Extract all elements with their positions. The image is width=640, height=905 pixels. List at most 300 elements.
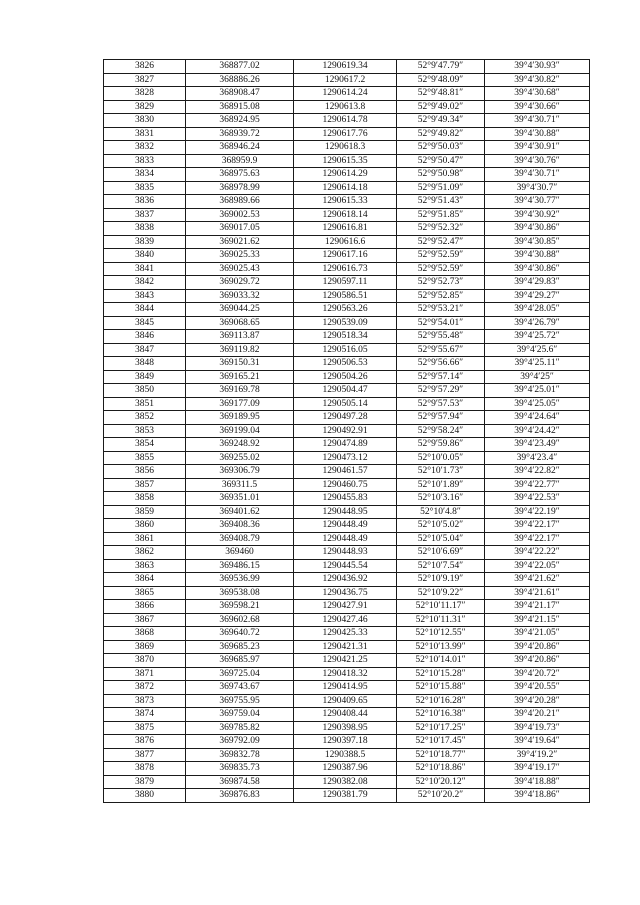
longitude-cell: 39°4′30.86″ bbox=[485, 262, 590, 276]
y-coordinate-cell: 1290492.91 bbox=[294, 424, 397, 438]
table-row bbox=[104, 73, 590, 87]
x-coordinate-cell: 369685.23 bbox=[186, 640, 294, 654]
table-row bbox=[104, 519, 590, 533]
point-number-cell: 3847 bbox=[104, 343, 186, 357]
table-row bbox=[104, 168, 590, 182]
y-coordinate-cell: 1290474.89 bbox=[294, 438, 397, 452]
point-number-cell: 3856 bbox=[104, 465, 186, 479]
point-number-cell: 3862 bbox=[104, 546, 186, 560]
point-number-cell: 3834 bbox=[104, 168, 186, 182]
table-row bbox=[104, 532, 590, 546]
point-number-cell: 3867 bbox=[104, 613, 186, 627]
longitude-cell: 39°4′19.2″ bbox=[485, 748, 590, 762]
coordinates-table bbox=[103, 59, 590, 803]
point-number-cell: 3868 bbox=[104, 627, 186, 641]
point-number-cell: 3832 bbox=[104, 141, 186, 155]
table-row bbox=[104, 613, 590, 627]
point-number-cell: 3844 bbox=[104, 303, 186, 317]
latitude-cell: 52°10′17.25″ bbox=[397, 721, 485, 735]
y-coordinate-cell: 1290448.49 bbox=[294, 519, 397, 533]
longitude-cell: 39°4′21.61″ bbox=[485, 586, 590, 600]
longitude-cell: 39°4′20.21″ bbox=[485, 708, 590, 722]
x-coordinate-cell: 369119.82 bbox=[186, 343, 294, 357]
table-row bbox=[104, 235, 590, 249]
longitude-cell: 39°4′19.64″ bbox=[485, 735, 590, 749]
longitude-cell: 39°4′30.7″ bbox=[485, 181, 590, 195]
y-coordinate-cell: 1290427.91 bbox=[294, 600, 397, 614]
longitude-cell: 39°4′20.86″ bbox=[485, 640, 590, 654]
y-coordinate-cell: 1290614.29 bbox=[294, 168, 397, 182]
longitude-cell: 39°4′25.6″ bbox=[485, 343, 590, 357]
x-coordinate-cell: 369021.62 bbox=[186, 235, 294, 249]
longitude-cell: 39°4′30.92″ bbox=[485, 208, 590, 222]
point-number-cell: 3838 bbox=[104, 222, 186, 236]
point-number-cell: 3836 bbox=[104, 195, 186, 209]
latitude-cell: 52°9′57.29″ bbox=[397, 384, 485, 398]
longitude-cell: 39°4′30.77″ bbox=[485, 195, 590, 209]
point-number-cell: 3826 bbox=[104, 60, 186, 74]
latitude-cell: 52°10′11.31″ bbox=[397, 613, 485, 627]
y-coordinate-cell: 1290398.95 bbox=[294, 721, 397, 735]
longitude-cell: 39°4′30.71″ bbox=[485, 168, 590, 182]
point-number-cell: 3851 bbox=[104, 397, 186, 411]
x-coordinate-cell: 368886.26 bbox=[186, 73, 294, 87]
longitude-cell: 39°4′26.79″ bbox=[485, 316, 590, 330]
y-coordinate-cell: 1290614.24 bbox=[294, 87, 397, 101]
longitude-cell: 39°4′21.62″ bbox=[485, 573, 590, 587]
table-row bbox=[104, 451, 590, 465]
latitude-cell: 52°9′50.98″ bbox=[397, 168, 485, 182]
latitude-cell: 52°10′20.12″ bbox=[397, 775, 485, 789]
table-row bbox=[104, 87, 590, 101]
latitude-cell: 52°9′51.09″ bbox=[397, 181, 485, 195]
table-row bbox=[104, 654, 590, 668]
longitude-cell: 39°4′24.42″ bbox=[485, 424, 590, 438]
table-row bbox=[104, 789, 590, 803]
longitude-cell: 39°4′22.77″ bbox=[485, 478, 590, 492]
x-coordinate-cell: 369685.97 bbox=[186, 654, 294, 668]
latitude-cell: 52°10′11.17″ bbox=[397, 600, 485, 614]
longitude-cell: 39°4′25.01″ bbox=[485, 384, 590, 398]
point-number-cell: 3853 bbox=[104, 424, 186, 438]
x-coordinate-cell: 368939.72 bbox=[186, 127, 294, 141]
point-number-cell: 3831 bbox=[104, 127, 186, 141]
latitude-cell: 52°10′16.28″ bbox=[397, 694, 485, 708]
point-number-cell: 3874 bbox=[104, 708, 186, 722]
table-row bbox=[104, 316, 590, 330]
latitude-cell: 52°9′52.32″ bbox=[397, 222, 485, 236]
x-coordinate-cell: 368908.47 bbox=[186, 87, 294, 101]
latitude-cell: 52°9′49.02″ bbox=[397, 100, 485, 114]
point-number-cell: 3849 bbox=[104, 370, 186, 384]
y-coordinate-cell: 1290563.26 bbox=[294, 303, 397, 317]
point-number-cell: 3827 bbox=[104, 73, 186, 87]
longitude-cell: 39°4′24.64″ bbox=[485, 411, 590, 425]
x-coordinate-cell: 369602.68 bbox=[186, 613, 294, 627]
table-row bbox=[104, 735, 590, 749]
point-number-cell: 3837 bbox=[104, 208, 186, 222]
y-coordinate-cell: 1290506.53 bbox=[294, 357, 397, 371]
x-coordinate-cell: 369169.78 bbox=[186, 384, 294, 398]
y-coordinate-cell: 1290382.08 bbox=[294, 775, 397, 789]
x-coordinate-cell: 369725.04 bbox=[186, 667, 294, 681]
table-row bbox=[104, 330, 590, 344]
table-row bbox=[104, 384, 590, 398]
point-number-cell: 3877 bbox=[104, 748, 186, 762]
longitude-cell: 39°4′30.66″ bbox=[485, 100, 590, 114]
table-row bbox=[104, 222, 590, 236]
table-row bbox=[104, 208, 590, 222]
table-row bbox=[104, 262, 590, 276]
latitude-cell: 52°10′20.2″ bbox=[397, 789, 485, 803]
latitude-cell: 52°10′18.86″ bbox=[397, 762, 485, 776]
x-coordinate-cell: 369743.67 bbox=[186, 681, 294, 695]
longitude-cell: 39°4′22.17″ bbox=[485, 532, 590, 546]
y-coordinate-cell: 1290425.33 bbox=[294, 627, 397, 641]
longitude-cell: 39°4′25″ bbox=[485, 370, 590, 384]
point-number-cell: 3880 bbox=[104, 789, 186, 803]
y-coordinate-cell: 1290461.57 bbox=[294, 465, 397, 479]
table-row bbox=[104, 748, 590, 762]
latitude-cell: 52°9′47.79″ bbox=[397, 60, 485, 74]
longitude-cell: 39°4′29.27″ bbox=[485, 289, 590, 303]
x-coordinate-cell: 369150.31 bbox=[186, 357, 294, 371]
longitude-cell: 39°4′25.11″ bbox=[485, 357, 590, 371]
longitude-cell: 39°4′21.15″ bbox=[485, 613, 590, 627]
y-coordinate-cell: 1290436.92 bbox=[294, 573, 397, 587]
longitude-cell: 39°4′22.53″ bbox=[485, 492, 590, 506]
y-coordinate-cell: 1290473.12 bbox=[294, 451, 397, 465]
y-coordinate-cell: 1290381.79 bbox=[294, 789, 397, 803]
latitude-cell: 52°9′52.59″ bbox=[397, 249, 485, 263]
latitude-cell: 52°10′5.04″ bbox=[397, 532, 485, 546]
y-coordinate-cell: 1290618.3 bbox=[294, 141, 397, 155]
table-row bbox=[104, 573, 590, 587]
latitude-cell: 52°10′0.05″ bbox=[397, 451, 485, 465]
latitude-cell: 52°9′49.82″ bbox=[397, 127, 485, 141]
x-coordinate-cell: 369033.32 bbox=[186, 289, 294, 303]
x-coordinate-cell: 369306.79 bbox=[186, 465, 294, 479]
longitude-cell: 39°4′30.93″ bbox=[485, 60, 590, 74]
table-row bbox=[104, 681, 590, 695]
x-coordinate-cell: 369189.95 bbox=[186, 411, 294, 425]
table-row bbox=[104, 397, 590, 411]
y-coordinate-cell: 1290586.51 bbox=[294, 289, 397, 303]
x-coordinate-cell: 369025.33 bbox=[186, 249, 294, 263]
y-coordinate-cell: 1290617.76 bbox=[294, 127, 397, 141]
latitude-cell: 52°10′12.55″ bbox=[397, 627, 485, 641]
y-coordinate-cell: 1290615.35 bbox=[294, 154, 397, 168]
latitude-cell: 52°10′5.02″ bbox=[397, 519, 485, 533]
y-coordinate-cell: 1290387.96 bbox=[294, 762, 397, 776]
table-row bbox=[104, 343, 590, 357]
table-row bbox=[104, 627, 590, 641]
x-coordinate-cell: 369255.02 bbox=[186, 451, 294, 465]
table-row bbox=[104, 438, 590, 452]
table-row bbox=[104, 181, 590, 195]
longitude-cell: 39°4′30.82″ bbox=[485, 73, 590, 87]
latitude-cell: 52°9′52.59″ bbox=[397, 262, 485, 276]
y-coordinate-cell: 1290616.73 bbox=[294, 262, 397, 276]
latitude-cell: 52°10′4.8″ bbox=[397, 505, 485, 519]
latitude-cell: 52°9′56.66″ bbox=[397, 357, 485, 371]
point-number-cell: 3859 bbox=[104, 505, 186, 519]
point-number-cell: 3845 bbox=[104, 316, 186, 330]
longitude-cell: 39°4′21.05″ bbox=[485, 627, 590, 641]
latitude-cell: 52°10′13.99″ bbox=[397, 640, 485, 654]
longitude-cell: 39°4′22.19″ bbox=[485, 505, 590, 519]
latitude-cell: 52°10′16.38″ bbox=[397, 708, 485, 722]
point-number-cell: 3863 bbox=[104, 559, 186, 573]
point-number-cell: 3864 bbox=[104, 573, 186, 587]
x-coordinate-cell: 369311.5 bbox=[186, 478, 294, 492]
table-row bbox=[104, 289, 590, 303]
y-coordinate-cell: 1290408.44 bbox=[294, 708, 397, 722]
point-number-cell: 3870 bbox=[104, 654, 186, 668]
x-coordinate-cell: 368989.66 bbox=[186, 195, 294, 209]
longitude-cell: 39°4′22.82″ bbox=[485, 465, 590, 479]
y-coordinate-cell: 1290448.95 bbox=[294, 505, 397, 519]
y-coordinate-cell: 1290539.09 bbox=[294, 316, 397, 330]
point-number-cell: 3879 bbox=[104, 775, 186, 789]
latitude-cell: 52°9′52.47″ bbox=[397, 235, 485, 249]
latitude-cell: 52°10′14.01″ bbox=[397, 654, 485, 668]
latitude-cell: 52°10′15.28″ bbox=[397, 667, 485, 681]
latitude-cell: 52°9′53.21″ bbox=[397, 303, 485, 317]
y-coordinate-cell: 1290418.32 bbox=[294, 667, 397, 681]
table-row bbox=[104, 100, 590, 114]
point-number-cell: 3843 bbox=[104, 289, 186, 303]
latitude-cell: 52°10′7.54″ bbox=[397, 559, 485, 573]
longitude-cell: 39°4′30.71″ bbox=[485, 114, 590, 128]
longitude-cell: 39°4′20.72″ bbox=[485, 667, 590, 681]
point-number-cell: 3875 bbox=[104, 721, 186, 735]
longitude-cell: 39°4′20.55″ bbox=[485, 681, 590, 695]
latitude-cell: 52°9′52.85″ bbox=[397, 289, 485, 303]
table-row bbox=[104, 721, 590, 735]
longitude-cell: 39°4′19.17″ bbox=[485, 762, 590, 776]
table-row bbox=[104, 667, 590, 681]
y-coordinate-cell: 1290617.2 bbox=[294, 73, 397, 87]
point-number-cell: 3841 bbox=[104, 262, 186, 276]
y-coordinate-cell: 1290597.11 bbox=[294, 276, 397, 290]
latitude-cell: 52°9′58.24″ bbox=[397, 424, 485, 438]
table-row bbox=[104, 546, 590, 560]
x-coordinate-cell: 368978.99 bbox=[186, 181, 294, 195]
x-coordinate-cell: 369351.01 bbox=[186, 492, 294, 506]
x-coordinate-cell: 369199.04 bbox=[186, 424, 294, 438]
x-coordinate-cell: 368877.02 bbox=[186, 60, 294, 74]
longitude-cell: 39°4′19.73″ bbox=[485, 721, 590, 735]
longitude-cell: 39°4′25.72″ bbox=[485, 330, 590, 344]
latitude-cell: 52°9′48.81″ bbox=[397, 87, 485, 101]
y-coordinate-cell: 1290436.75 bbox=[294, 586, 397, 600]
y-coordinate-cell: 1290448.49 bbox=[294, 532, 397, 546]
y-coordinate-cell: 1290497.28 bbox=[294, 411, 397, 425]
x-coordinate-cell: 369401.62 bbox=[186, 505, 294, 519]
table-row bbox=[104, 492, 590, 506]
latitude-cell: 52°10′17.45″ bbox=[397, 735, 485, 749]
y-coordinate-cell: 1290460.75 bbox=[294, 478, 397, 492]
longitude-cell: 39°4′29.83″ bbox=[485, 276, 590, 290]
latitude-cell: 52°9′57.14″ bbox=[397, 370, 485, 384]
y-coordinate-cell: 1290619.34 bbox=[294, 60, 397, 74]
x-coordinate-cell: 369029.72 bbox=[186, 276, 294, 290]
point-number-cell: 3842 bbox=[104, 276, 186, 290]
longitude-cell: 39°4′23.49″ bbox=[485, 438, 590, 452]
x-coordinate-cell: 368915.08 bbox=[186, 100, 294, 114]
y-coordinate-cell: 1290455.83 bbox=[294, 492, 397, 506]
longitude-cell: 39°4′20.28″ bbox=[485, 694, 590, 708]
x-coordinate-cell: 369835.73 bbox=[186, 762, 294, 776]
point-number-cell: 3857 bbox=[104, 478, 186, 492]
x-coordinate-cell: 369792.09 bbox=[186, 735, 294, 749]
y-coordinate-cell: 1290421.31 bbox=[294, 640, 397, 654]
x-coordinate-cell: 368924.95 bbox=[186, 114, 294, 128]
y-coordinate-cell: 1290613.8 bbox=[294, 100, 397, 114]
longitude-cell: 39°4′30.88″ bbox=[485, 249, 590, 263]
table-row bbox=[104, 154, 590, 168]
x-coordinate-cell: 369025.43 bbox=[186, 262, 294, 276]
table-row bbox=[104, 303, 590, 317]
latitude-cell: 52°9′54.01″ bbox=[397, 316, 485, 330]
table-row bbox=[104, 775, 590, 789]
latitude-cell: 52°10′18.77″ bbox=[397, 748, 485, 762]
point-number-cell: 3839 bbox=[104, 235, 186, 249]
table-row bbox=[104, 465, 590, 479]
x-coordinate-cell: 369460 bbox=[186, 546, 294, 560]
table-row bbox=[104, 708, 590, 722]
latitude-cell: 52°10′6.69″ bbox=[397, 546, 485, 560]
x-coordinate-cell: 369408.36 bbox=[186, 519, 294, 533]
latitude-cell: 52°9′50.47″ bbox=[397, 154, 485, 168]
point-number-cell: 3846 bbox=[104, 330, 186, 344]
y-coordinate-cell: 1290616.6 bbox=[294, 235, 397, 249]
latitude-cell: 52°9′50.03″ bbox=[397, 141, 485, 155]
x-coordinate-cell: 369785.82 bbox=[186, 721, 294, 735]
latitude-cell: 52°10′9.22″ bbox=[397, 586, 485, 600]
table-row bbox=[104, 114, 590, 128]
table-row bbox=[104, 586, 590, 600]
longitude-cell: 39°4′30.76″ bbox=[485, 154, 590, 168]
y-coordinate-cell: 1290504.47 bbox=[294, 384, 397, 398]
latitude-cell: 52°10′1.89″ bbox=[397, 478, 485, 492]
x-coordinate-cell: 369755.95 bbox=[186, 694, 294, 708]
table-row bbox=[104, 424, 590, 438]
x-coordinate-cell: 368946.24 bbox=[186, 141, 294, 155]
point-number-cell: 3869 bbox=[104, 640, 186, 654]
point-number-cell: 3833 bbox=[104, 154, 186, 168]
point-number-cell: 3872 bbox=[104, 681, 186, 695]
table-row bbox=[104, 370, 590, 384]
point-number-cell: 3878 bbox=[104, 762, 186, 776]
longitude-cell: 39°4′30.91″ bbox=[485, 141, 590, 155]
point-number-cell: 3852 bbox=[104, 411, 186, 425]
point-number-cell: 3871 bbox=[104, 667, 186, 681]
table-row bbox=[104, 694, 590, 708]
x-coordinate-cell: 368959.9 bbox=[186, 154, 294, 168]
table-row bbox=[104, 357, 590, 371]
longitude-cell: 39°4′22.05″ bbox=[485, 559, 590, 573]
x-coordinate-cell: 369044.25 bbox=[186, 303, 294, 317]
point-number-cell: 3855 bbox=[104, 451, 186, 465]
point-number-cell: 3840 bbox=[104, 249, 186, 263]
point-number-cell: 3860 bbox=[104, 519, 186, 533]
y-coordinate-cell: 1290445.54 bbox=[294, 559, 397, 573]
longitude-cell: 39°4′20.86″ bbox=[485, 654, 590, 668]
latitude-cell: 52°9′52.73″ bbox=[397, 276, 485, 290]
longitude-cell: 39°4′30.88″ bbox=[485, 127, 590, 141]
table-row bbox=[104, 141, 590, 155]
point-number-cell: 3828 bbox=[104, 87, 186, 101]
point-number-cell: 3835 bbox=[104, 181, 186, 195]
x-coordinate-cell: 369536.99 bbox=[186, 573, 294, 587]
x-coordinate-cell: 369486.15 bbox=[186, 559, 294, 573]
x-coordinate-cell: 369640.72 bbox=[186, 627, 294, 641]
x-coordinate-cell: 369408.79 bbox=[186, 532, 294, 546]
x-coordinate-cell: 369874.58 bbox=[186, 775, 294, 789]
point-number-cell: 3858 bbox=[104, 492, 186, 506]
longitude-cell: 39°4′30.86″ bbox=[485, 222, 590, 236]
x-coordinate-cell: 369876.83 bbox=[186, 789, 294, 803]
longitude-cell: 39°4′18.88″ bbox=[485, 775, 590, 789]
longitude-cell: 39°4′22.22″ bbox=[485, 546, 590, 560]
y-coordinate-cell: 1290421.25 bbox=[294, 654, 397, 668]
latitude-cell: 52°10′3.16″ bbox=[397, 492, 485, 506]
point-number-cell: 3861 bbox=[104, 532, 186, 546]
latitude-cell: 52°9′48.09″ bbox=[397, 73, 485, 87]
table-row bbox=[104, 762, 590, 776]
longitude-cell: 39°4′25.05″ bbox=[485, 397, 590, 411]
table-row bbox=[104, 640, 590, 654]
x-coordinate-cell: 369017.05 bbox=[186, 222, 294, 236]
y-coordinate-cell: 1290427.46 bbox=[294, 613, 397, 627]
point-number-cell: 3865 bbox=[104, 586, 186, 600]
y-coordinate-cell: 1290397.18 bbox=[294, 735, 397, 749]
point-number-cell: 3854 bbox=[104, 438, 186, 452]
point-number-cell: 3850 bbox=[104, 384, 186, 398]
longitude-cell: 39°4′30.85″ bbox=[485, 235, 590, 249]
table-row bbox=[104, 195, 590, 209]
y-coordinate-cell: 1290616.81 bbox=[294, 222, 397, 236]
longitude-cell: 39°4′23.4″ bbox=[485, 451, 590, 465]
y-coordinate-cell: 1290518.34 bbox=[294, 330, 397, 344]
table-row bbox=[104, 478, 590, 492]
y-coordinate-cell: 1290448.93 bbox=[294, 546, 397, 560]
y-coordinate-cell: 1290414.95 bbox=[294, 681, 397, 695]
latitude-cell: 52°9′55.48″ bbox=[397, 330, 485, 344]
table-row bbox=[104, 411, 590, 425]
latitude-cell: 52°9′55.67″ bbox=[397, 343, 485, 357]
latitude-cell: 52°10′1.73″ bbox=[397, 465, 485, 479]
point-number-cell: 3830 bbox=[104, 114, 186, 128]
point-number-cell: 3829 bbox=[104, 100, 186, 114]
table-row bbox=[104, 276, 590, 290]
longitude-cell: 39°4′18.86″ bbox=[485, 789, 590, 803]
longitude-cell: 39°4′22.17″ bbox=[485, 519, 590, 533]
table-row bbox=[104, 559, 590, 573]
latitude-cell: 52°9′51.43″ bbox=[397, 195, 485, 209]
latitude-cell: 52°9′57.94″ bbox=[397, 411, 485, 425]
x-coordinate-cell: 369002.53 bbox=[186, 208, 294, 222]
x-coordinate-cell: 369832.78 bbox=[186, 748, 294, 762]
y-coordinate-cell: 1290505.14 bbox=[294, 397, 397, 411]
x-coordinate-cell: 369538.08 bbox=[186, 586, 294, 600]
point-number-cell: 3873 bbox=[104, 694, 186, 708]
point-number-cell: 3876 bbox=[104, 735, 186, 749]
table-row bbox=[104, 60, 590, 74]
point-number-cell: 3866 bbox=[104, 600, 186, 614]
